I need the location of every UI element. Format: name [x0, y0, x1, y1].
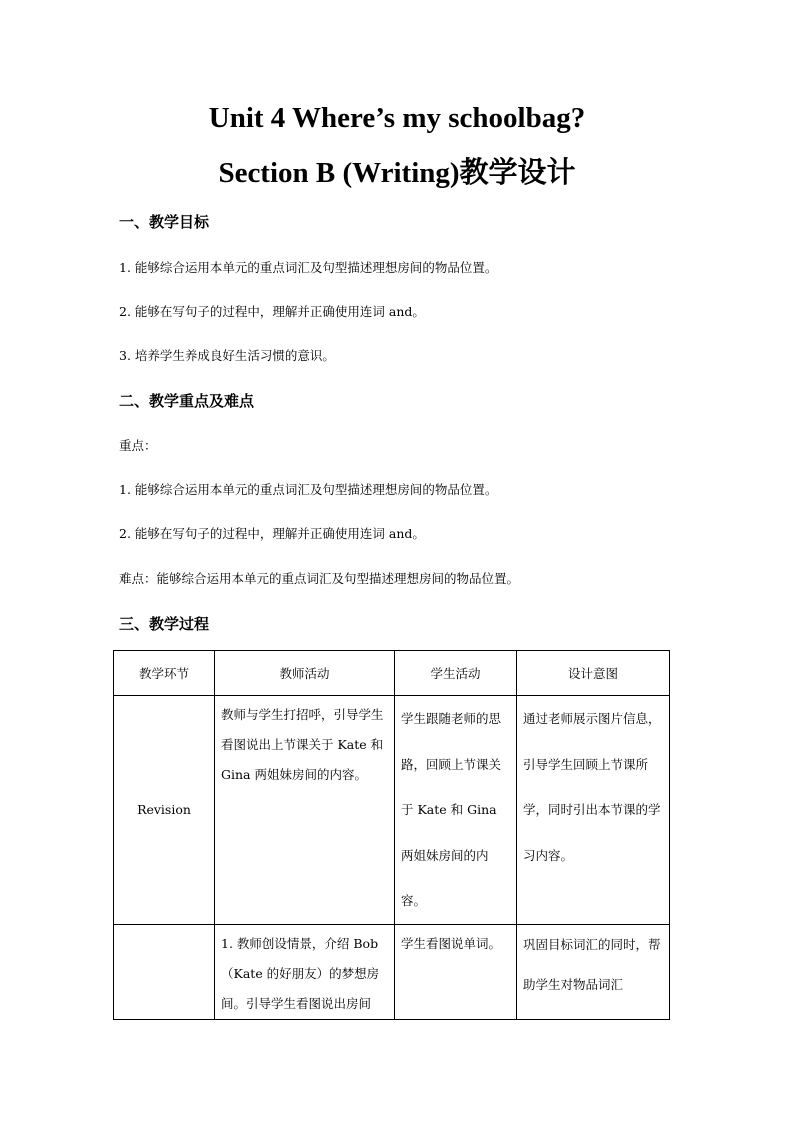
- table-row: [114, 924, 670, 1019]
- key-points-label: 重点：: [119, 438, 157, 453]
- stage-cell: [114, 924, 215, 1019]
- design-purpose-cell: [517, 696, 670, 925]
- section-heading-objectives: 一、教学目标: [119, 213, 210, 231]
- student-activity-text: 学生看图说单词。: [401, 935, 502, 951]
- teaching-process-table: [113, 650, 670, 1020]
- table-header-cell: 设计意图: [517, 651, 670, 696]
- objective-item: 3. 培养学生养成良好生活习惯的意识。: [119, 348, 335, 363]
- teacher-activity-cell: [215, 696, 395, 925]
- teacher-activity-cell: [215, 924, 395, 1019]
- table-row: [114, 696, 670, 925]
- teacher-activity-text: 1. 教师创设情景，介绍 Bob（Kate 的好朋友）的梦想房间。引导学生看图说出房间: [221, 935, 380, 1011]
- table-header-cell: 教师活动: [215, 651, 395, 696]
- objective-item: 2. 能够在写句子的过程中，理解并正确使用连词 and。: [119, 304, 425, 319]
- table-header-cell: 学生活动: [395, 651, 517, 696]
- student-activity-text: 学生跟随老师的思路，回顾上节课关于 Kate 和 Gina 两姐妹房间的内容。: [401, 711, 502, 908]
- table-header-cell: 教学环节: [114, 651, 215, 696]
- stage-cell: Revision: [114, 696, 215, 925]
- design-purpose-text: 巩固目标词汇的同时，帮助学生对物品词汇: [523, 936, 661, 992]
- key-point-item: 1. 能够综合运用本单元的重点词汇及句型描述理想房间的物品位置。: [119, 482, 498, 497]
- student-activity-cell: [395, 696, 517, 925]
- document-subtitle: Section B (Writing)教学设计: [218, 157, 576, 189]
- difficulty-text: 难点：能够综合运用本单元的重点词汇及句型描述理想房间的物品位置。: [119, 571, 520, 586]
- objective-item: 1. 能够综合运用本单元的重点词汇及句型描述理想房间的物品位置。: [119, 260, 498, 275]
- design-purpose-text: 通过老师展示图片信息，引导学生回顾上节课所学，同时引出本节课的学习内容。: [523, 711, 661, 863]
- table-header-row: [114, 651, 670, 696]
- design-purpose-cell: [517, 924, 670, 1019]
- teacher-activity-text: 教师与学生打招呼，引导学生看图说出上节课关于 Kate 和 Gina 两姐妹房间的内容。: [221, 707, 384, 782]
- key-point-item: 2. 能够在写句子的过程中，理解并正确使用连词 and。: [119, 526, 425, 541]
- section-heading-key-points: 二、教学重点及难点: [119, 392, 255, 410]
- student-activity-cell: [395, 924, 517, 1019]
- section-heading-process: 三、教学过程: [119, 615, 210, 633]
- document-title: Unit 4 Where’s my schoolbag?: [208, 102, 586, 134]
